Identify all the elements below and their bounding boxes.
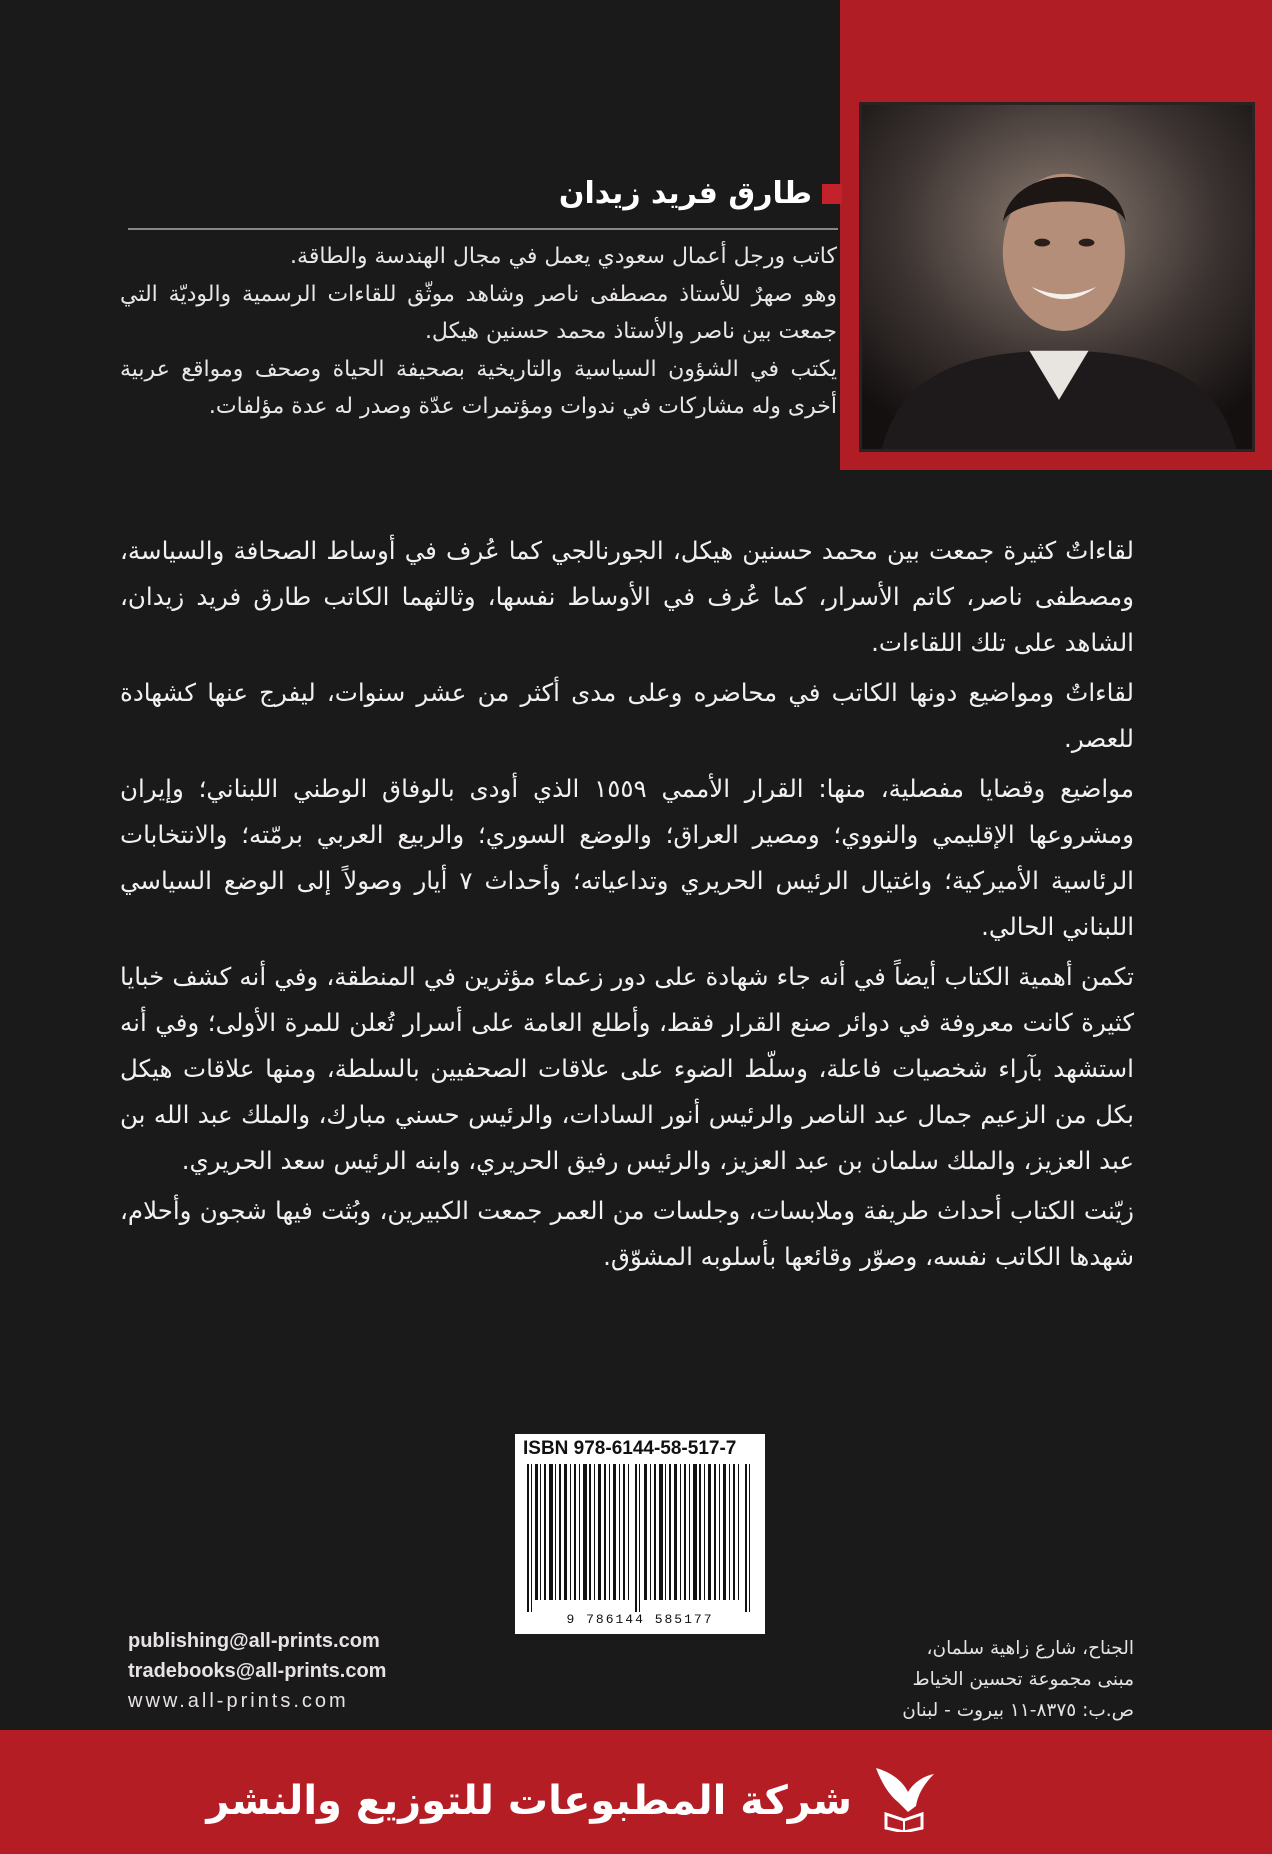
description-paragraph: لقاءاتٌ ومواضيع دونها الكاتب في محاضره وعلى مدى أكثر من عشر سنوات، ليفرج عنها كشهادة للعصر.: [120, 678, 1134, 753]
address-line: الجناح، شارع زاهية سلمان،: [926, 1638, 1134, 1659]
bio-paragraph: يكتب في الشؤون السياسية والتاريخية بصحيفة الحياة وصحف ومواقع عربية أخرى وله مشاركات في ندوات ومؤتمرات عدّة وصدر له عدة مؤلفات.: [120, 356, 837, 419]
address-line: ص.ب: ٨٣٧٥-١١ بيروت - لبنان: [902, 1700, 1134, 1721]
author-name-heading: [559, 176, 842, 211]
barcode-icon: [523, 1464, 757, 1612]
website-link[interactable]: www.all-prints.com: [128, 1690, 349, 1712]
author-name: طارق فريد زيدان: [558, 176, 812, 211]
email-link[interactable]: publishing@all-prints.com: [128, 1630, 380, 1652]
description-paragraph: لقاءاتٌ كثيرة جمعت بين محمد حسنين هيكل، الجورنالجي كما عُرف في أوساط الصحافة والسياسة، ومصطفى ناصر، كاتم الأسرار، كما عُرف في الأوساط نفسها، وثالثهما الكاتب طارق فريد زيدان، الشاهد على تلك اللقاءات.: [120, 536, 1134, 657]
isbn-label: ISBN 978-6144-58-517-7: [523, 1438, 737, 1459]
bird-book-logo-icon: [872, 1762, 936, 1832]
bio-paragraph: وهو صهرٌ للأستاذ مصطفى ناصر وشاهد موثّق للقاءات الرسمية والوديّة التي جمعت بين ناصر والأستاذ محمد حسنين هيكل.: [120, 281, 837, 344]
email-link[interactable]: tradebooks@all-prints.com: [128, 1660, 387, 1682]
isbn-digits: 9 786144 585177: [566, 1612, 714, 1627]
book-description: [120, 528, 1134, 1284]
bio-paragraph: كاتب ورجل أعمال سعودي يعمل في مجال الهندسة والطاقة.: [290, 244, 837, 269]
description-paragraph: زيّنت الكتاب أحداث طريفة وملابسات، وجلسات من العمر جمعت الكبيرين، وبُثت فيها شجون وأحلام، شهدها الكاتب نفسه، وصوّر وقائعها بأسلوبه المشوّق.: [120, 1196, 1134, 1271]
isbn-barcode-box: [515, 1434, 765, 1634]
description-paragraph: تكمن أهمية الكتاب أيضاً في أنه جاء شهادة على دور زعماء مؤثرين في المنطقة، وفي أنه كشف خبايا كثيرة كانت معروفة في دوائر صنع القرار فقط، وأطلع العامة على أسرار تُعلن للمرة الأولى؛ وفي أنه استشهد بآراء شخصيات فاعلة، وسلّط الضوء على علاقات الصحفيين بالسلطة، ومنها علاقات هيكل بكل من الزعيم جمال عبد الناصر والرئيس أنور السادات، والرئيس حسني مبارك، والملك عبد الله بن عبد العزيز، والملك سلمان بن عبد العزيز، والرئيس رفيق الحريري، وابنه الرئيس سعد الحريري.: [120, 962, 1134, 1175]
red-square-bullet-icon: [822, 184, 842, 204]
publisher-contacts: [128, 1626, 386, 1716]
divider: [128, 228, 838, 230]
publisher-name: شركة المطبوعات للتوزيع والنشر: [206, 1778, 852, 1824]
author-bio: [120, 238, 837, 426]
address-line: مبنى مجموعة تحسين الخياط: [912, 1669, 1134, 1690]
description-paragraph: مواضيع وقضايا مفصلية، منها: القرار الأممي ١٥٥٩ الذي أودى بالوفاق الوطني اللبناني؛ وإيران ومشروعها الإقليمي والنووي؛ ومصير العراق؛ والوضع السوري؛ والربيع العربي برمّته؛ والانتخابات الرئاسية الأميركية؛ واغتيال الرئيس الحريري وتداعياته؛ وأحداث ٧ أيار وصولاً إلى الوضع السياسي اللبناني الحالي.: [120, 774, 1134, 941]
author-photo: [859, 102, 1255, 452]
